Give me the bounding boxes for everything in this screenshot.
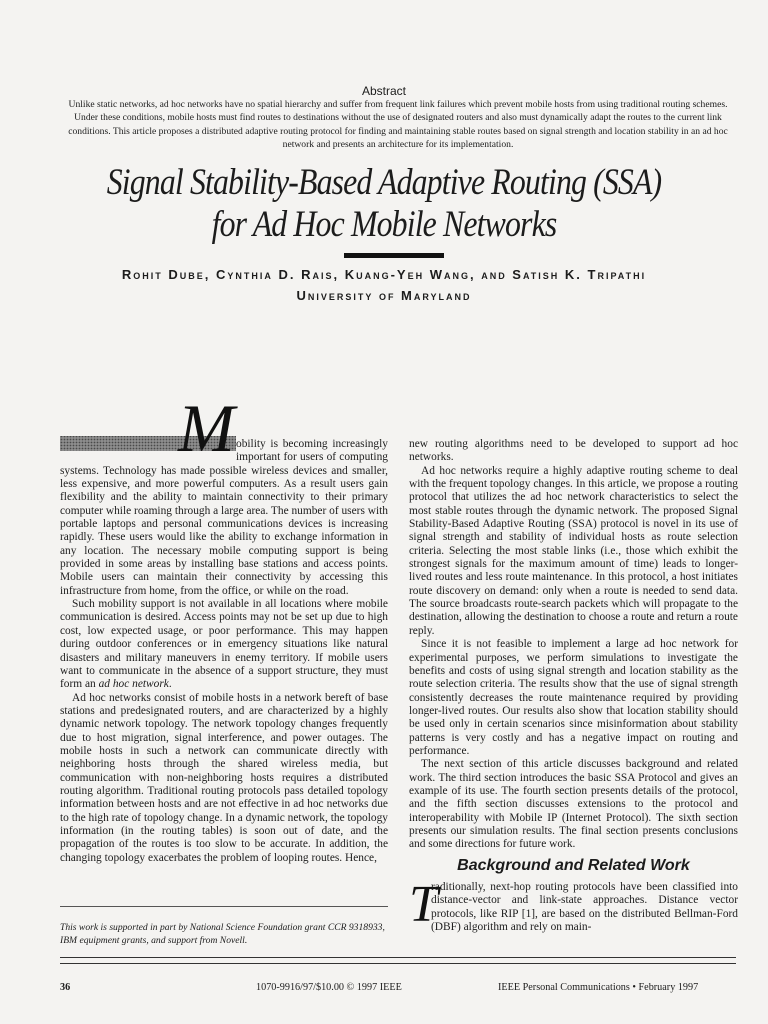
footnote-divider xyxy=(60,906,388,907)
intro-paragraph: obility is becoming increasingly important for users of computing systems. Technology has made possible wireless devices and smaller, less expensive, and more powerful computers. As a result users gain flexibility and the ability to maintain connectivity to their primary computer while roaming through a large area. The number of users with portable laptops and personal communications devices is increasing rapidly. These users would like the ability to exchange information in any location. The necessary mobile computing support is being provided in some areas by installing base stations and access points. Mobile users can maintain their connectivity by accessing this infrastructure from home, from the office, or while on the road. xyxy=(60,438,388,597)
article-title xyxy=(54,162,714,246)
footer-rule xyxy=(60,957,736,958)
body-paragraph: Ad hoc networks require a highly adaptive routing scheme to deal with the frequent topology changes. In this article, we propose a routing protocol that utilizes the ad hoc network characteristics to select the most stable routes through the dynamic network. The proposed Signal Stability-Based Adaptive Routing (SSA) protocol is novel in its use of signal strength and stability of individual hosts as route selection criteria. Selecting the most stable links (i.e., those which exhibit the strongest signals for the maximum amount of time) leads to longer-lived routes and less route maintenance. In this protocol, a host initiates route discovery on demand: only when a route is needed to send data. The source broadcasts route-search packets which will propagate to the destination, allowing the destination to choose a route and return a route reply. xyxy=(409,464,738,637)
body-paragraph xyxy=(60,598,388,691)
abstract-body: Unlike static networks, ad hoc networks have no spatial hierarchy and suffer from frequent link failures which prevent mobile hosts from using traditional routing schemes. Under these conditions, mobile hosts must find routes to destinations without the use of designated routers and also must dynamically adapt the routes to the current link conditions. This article proposes a distributed adaptive routing protocol for finding and maintaining stable routes based on signal strength and location stability in an ad hoc network and presents an architecture for its implementation. xyxy=(68,99,728,150)
section-heading: Background and Related Work xyxy=(457,856,690,874)
footer-journal: IEEE Personal Communications • February 1997 xyxy=(498,982,699,993)
author-block xyxy=(0,264,768,306)
title-line-2: for Ad Hoc Mobile Networks xyxy=(211,204,557,245)
page-number: 36 xyxy=(60,982,71,993)
section-paragraph xyxy=(409,876,738,934)
body-text: raditionally, next-hop routing protocols have been classified into distance-vector and link-state approaches. Distance vector protocols, like RIP [1], are based on the distributed Bellman-Ford (DBF) algorithm and rely on main- xyxy=(431,881,738,934)
emphasis-text: ad hoc network xyxy=(98,678,169,691)
abstract-heading: Abstract xyxy=(361,84,406,98)
funding-footnote: This work is supported in part by National Science Foundation grant CCR 9318933, IBM equipment grants, and support from Novell. xyxy=(60,922,385,946)
dropcap-spacer xyxy=(60,438,236,452)
body-text: Such mobility support is not available in all locations where mobile communication is desired. Access points may not be set up due to high cost, low expected usage, or poor performance. This may happen during outdoor conferences or in emergency situations like natural disasters and military maneuvers in enemy territory. If mobile users want to communicate in the absence of a support structure, they must form an xyxy=(60,598,388,691)
body-text: . xyxy=(168,678,172,691)
author-names: Rohit Dube, Cynthia D. Rais, Kuang-Yeh Wang, and Satish K. Tripathi xyxy=(121,267,647,282)
body-paragraph: The next section of this article discusses background and related work. The third section introduces the basic SSA Protocol and gives an example of its use. The fourth section presents details of the protocol, and the fifth section discusses extensions to the protocol and interoperability with Mobile IP (Internet Protocol). The sixth section presents our simulation results. The final section presents conclusions and some directions for future work. xyxy=(409,758,738,851)
title-line-1: Signal Stability-Based Adaptive Routing (SSA) xyxy=(106,162,662,203)
body-paragraph: Ad hoc networks consist of mobile hosts in a network bereft of base stations and predesignated routers, and are characterized by a highly dynamic network topology. The network topology changes frequently due to host migration, signal interference, and power outages. The mobile hosts in such a network can communicate directly with neighboring hosts through the shared wireless media, but communication with non-neighboring hosts requires a distributed routing algorithm. Traditional routing protocols pass detailed topology information between hosts and are not effective in ad hoc networks due to the high rate of topology change. In a dynamic network, the topology information (in the routing tables) is soon out of date, and the propagation of the routes is too slow to be accurate. In addition, the changing topology exacerbates the problem of looping routes. Hence, xyxy=(60,691,388,864)
right-column xyxy=(409,438,738,934)
left-column xyxy=(60,438,388,865)
dropcap-t-letter: T xyxy=(409,876,438,933)
body-paragraph: Since it is not feasible to implement a large ad hoc network for experimental purposes, we perform simulations to investigate the benefits and costs of using signal strength and location stability as the route selection criteria. The results show that the use of signal strength consistently decreases the route maintenance required by providing longer-lived routes. Our results also show that location stability should be used only in certain scenarios since misinformation about stability patterns is very costly and has a negative impact on routing and performance. xyxy=(409,638,738,757)
body-paragraph: new routing algorithms need to be developed to support ad hoc networks. xyxy=(409,438,738,464)
dropcap-m: M xyxy=(178,390,235,466)
footer-rule xyxy=(60,963,736,964)
dropcap-t xyxy=(409,876,438,933)
author-affiliation: University of Maryland xyxy=(296,288,472,303)
title-divider xyxy=(344,253,444,258)
footer-code: 1070-9916/97/$10.00 © 1997 IEEE xyxy=(256,982,402,993)
